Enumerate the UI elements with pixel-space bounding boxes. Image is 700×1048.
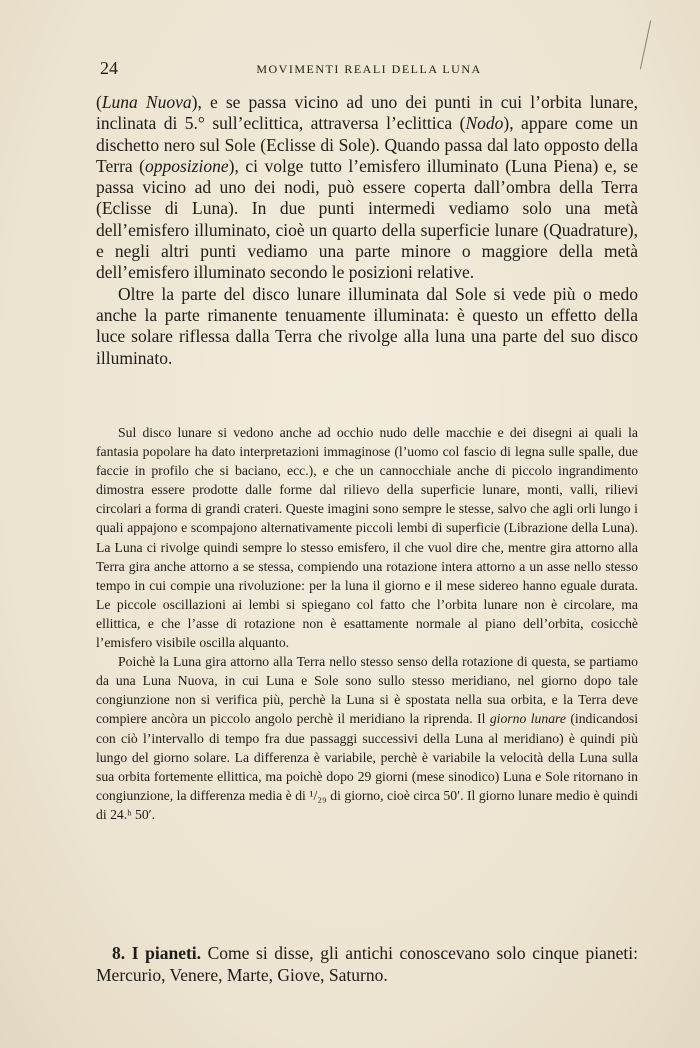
note-paragraph-2: Poichè la Luna gira attorno alla Terra nello stesso senso della rotazione di questa, se partiamo da una Luna Nuova, in cui Luna e Sole sono sullo stesso meridiano, nel giorno dopo tale congiunzione non si verifica più, perchè la Luna si è spostata nella sua orbita, e la Terra deve compiere ancòra un piccolo angolo perchè il meridiano la riprenda. Il giorno lunare (indicandosi con ciò l’intervallo di tempo fra due passaggi successivi della Luna al meridiano) è quindi più lungo del giorno solare. La differenza è variabile, perchè è variabile la velocità della Luna sulla sua orbita fortemente ellittica, ma poichè dopo 29 giorni (mese sinodico) Luna e Sole ritornano in congiunzione, la differenza media è di ¹/₂₉ di giorno, cioè circa 50′. Il giorno lunare medio è quindi di 24.ʰ 50′.: [96, 654, 639, 822]
main-paragraph-1: (Luna Nuova), e se passa vicino ad uno dei punti in cui l’orbita lunare, inclinata di 5.° sull’eclittica, attraversa l’eclittica (Nodo), appare come un dischetto nero sul Sole (Eclisse di Sole). Quando passa dal lato opposto della Terra (opposizione), ci volge tutto l’emisfero illuminato (Luna Piena) e, se passa vicino ad uno dei nodi, può essere coperta dall’ombra della Terra (Eclisse di Luna). In due punti intermedi vediamo solo una metà dell’emisfero illuminato, cioè un quarto della superficie lunare (Quadrature), e negli altri punti vediamo una parte minore o maggiore della metà dell’emisfero illuminato secondo le posizioni relative.: [96, 92, 638, 283]
note-text: [96, 423, 638, 824]
term-opposizione: opposizione: [145, 155, 229, 176]
running-head: MOVIMENTI REALI DELLA LUNA: [256, 62, 482, 76]
section-pianeti: [96, 942, 638, 986]
section-title: 8. I pianeti.: [112, 943, 202, 963]
main-paragraph-2: Oltre la parte del disco lunare illuminata dal Sole si vede più o medo anche la parte rimanente tenuamente illuminata: è questo un effetto della luce solare riflessa dalla Terra che rivolge alla luna una parte del suo disco illuminato.: [96, 283, 638, 368]
page-header: [98, 58, 640, 82]
page-number: 24: [100, 58, 118, 78]
note-paragraph-1: Sul disco lunare si vedono anche ad occhio nudo delle macchie e dei disegni ai quali la fantasia popolare ha dato interpretazioni immaginose (l’uomo col fascio di legna sulle spalle, due faccie in profilo che si baciano, ecc.), e che un cannocchiale anche di piccolo ingrandimento dimostra essere prodotte dalle forme dal rilievo della superficie lunare, monti, valli, rilievi circolari a forma di grandi crateri. Queste imagini sono sempre le stesse, salvo che agli orli lungo i quali appajono e scompajono alternativamente piccoli lembi di superficie (Librazione della Luna). La Luna ci rivolge quindi sempre lo stesso emisfero, il che vuol dire che, mentre gira attorno alla Terra gira anche attorno a se stessa, compiendo una rotazione intera attorno a un asse nello stesso tempo in cui compie una rivoluzione: per la luna il giorno e il mese sidereo hanno eguale durata. Le piccole oscillazioni ai lembi si spiegano col fatto che l’orbita lunare non è circolare, ma ellittica, e che l’asse di rotazione non è esattamente normale al piano dell’orbita, cosicchè l’emisfero visibile oscilla alquanto.: [96, 425, 638, 651]
main-text: [96, 92, 638, 369]
section-text: Come si disse, gli antichi conoscevano solo cinque pianeti: Mercurio, Venere, Marte, Giove, Saturno.: [96, 943, 638, 985]
margin-pencil-mark: [640, 20, 653, 70]
term-luna-nuova: Luna Nuova: [101, 92, 192, 112]
term-giorno-lunare: giorno lunare: [489, 711, 566, 727]
term-nodo: Nodo: [465, 113, 504, 134]
